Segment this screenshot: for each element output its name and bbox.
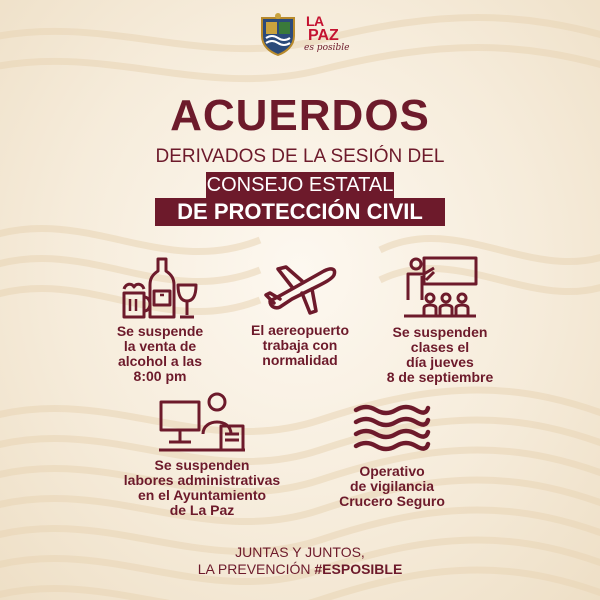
page-subtitle: DERIVADOS DE LA SESIÓN DEL [155, 146, 445, 167]
logo-line-1: LA [306, 13, 324, 29]
waves-icon [352, 402, 432, 452]
page-title: ACUERDOS [170, 91, 430, 140]
footer-line-2 [0, 561, 600, 578]
council-band-line-2: DE PROTECCIÓN CIVIL [155, 198, 445, 226]
agreement-item-alcohol [95, 255, 225, 384]
item-text-line: en el Ayuntamiento [137, 487, 267, 503]
agreement-item-classes [365, 254, 515, 385]
footer-hashtag: #ESPOSIBLE [314, 561, 403, 577]
item-text-line: Crucero Seguro [339, 493, 445, 509]
logo-line-2: PAZ [308, 27, 339, 44]
agreement-item-airport [220, 259, 380, 368]
item-text-line: El aereopuerto [250, 322, 350, 338]
item-text-line: labores administrativas [123, 472, 281, 488]
item-text-line: Operativo [359, 463, 425, 479]
item-text-line: clases el [410, 339, 470, 355]
item-text-line: Se suspenden [154, 457, 250, 473]
la-paz-logo [304, 12, 356, 56]
item-text-line: día jueves [406, 354, 474, 370]
item-text-line: Se suspende [116, 323, 204, 339]
classroom-icon [400, 254, 480, 320]
city-seal-icon [258, 12, 298, 56]
airplane-icon [262, 259, 338, 319]
footer-line-1: JUNTAS Y JUNTOS, [235, 544, 365, 560]
logo-tagline: es posible [304, 43, 350, 53]
item-text-line: la venta de [123, 338, 197, 354]
council-band-line-1: CONSEJO ESTATAL [206, 174, 394, 196]
item-text-line: trabaja con [262, 337, 338, 353]
header-logos [0, 8, 600, 58]
item-text-line: normalidad [262, 352, 338, 368]
item-text-line: de La Paz [169, 502, 235, 518]
item-text-line: de vigilancia [349, 478, 435, 494]
item-text-line: 8:00 pm [133, 368, 187, 384]
footer-slogan [0, 544, 600, 578]
agreement-item-administrative [102, 390, 302, 518]
item-text-line: Se suspenden [392, 324, 488, 340]
footer-line-2-prefix: LA PREVENCIÓN [197, 561, 315, 577]
agreement-item-patrol [322, 402, 462, 509]
item-text-line: alcohol a las [117, 353, 203, 369]
office-worker-icon [157, 390, 247, 454]
alcohol-icon [120, 255, 200, 321]
item-text-line: 8 de septiembre [386, 369, 494, 385]
